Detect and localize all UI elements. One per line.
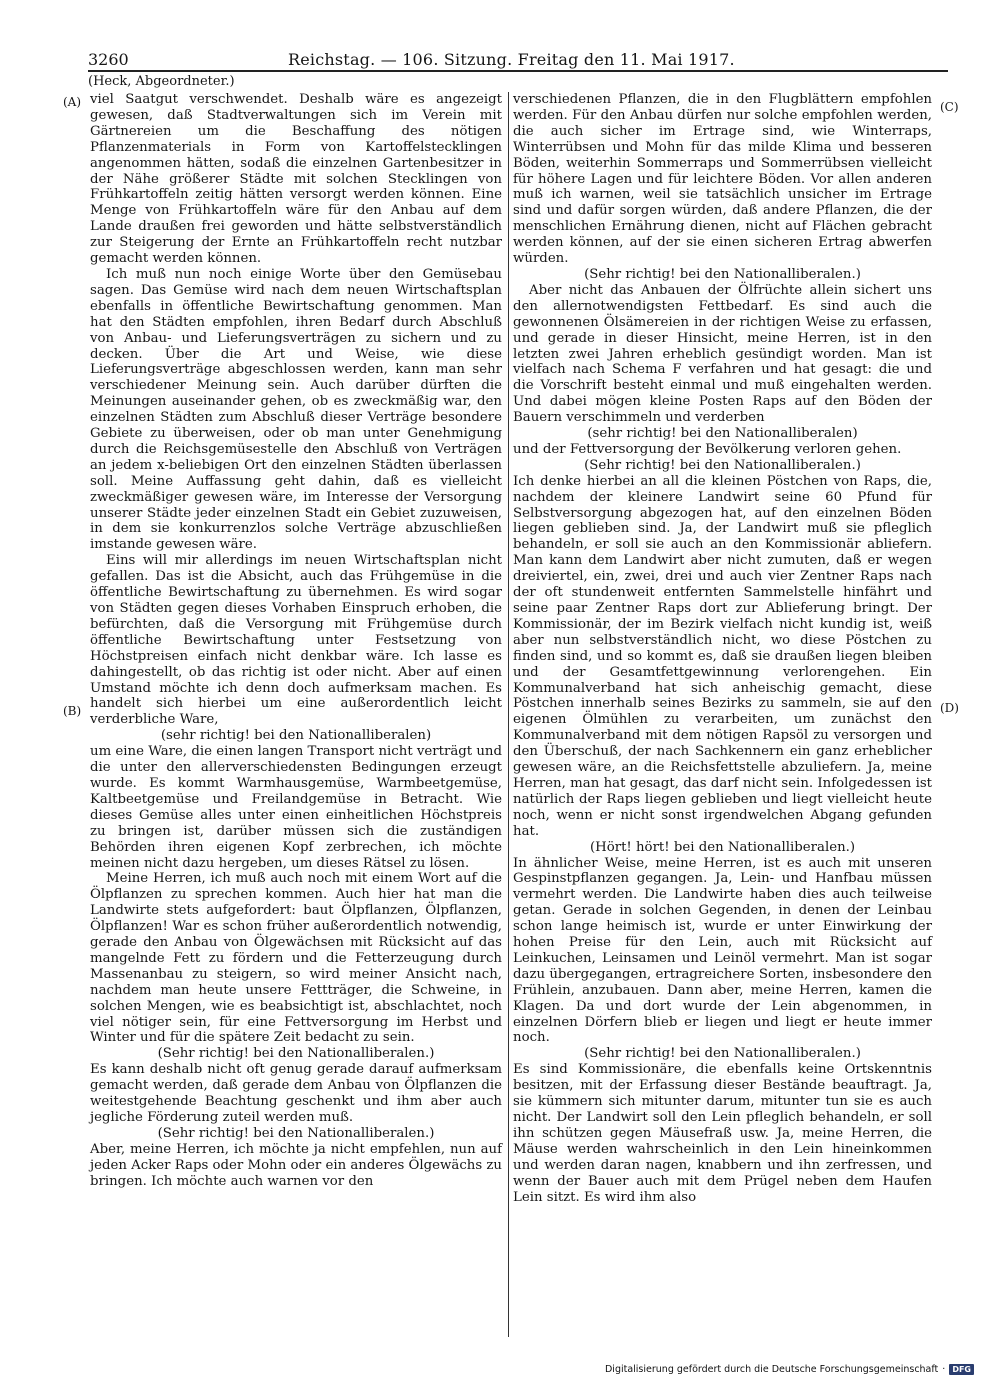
- interjection: (Sehr richtig! bei den Nationalliberalen.): [584, 457, 861, 473]
- paragraph: Ich denke hierbei an all die kleinen Pöstchen von Raps, die, nachdem der kleinere Landwirt seine 60 Pfund für Selbstversorgung abgezogen hat, auf den einzelnen Böden liegen geblieben sind. Ja, der Landwirt muß sie pfleglich behandeln, er soll sie auch an den Kommissionär abliefern. Man kann dem Landwirt aber nicht zumuten, daß er wegen dreiviertel, ein, zwei, drei und auch vier Zentner Raps nach der oft stundenweit entfernten Sammelstelle hinfährt und seine paar Zentner Raps dort zur Ablieferung bringt. Der Kommissionär, der im Bezirk vielfach nicht kundig ist, weiß aber nun selbstverständlich nicht, wo diese Pöstchen zu finden sind, und so kommt es, daß sie draußen liegen bleiben und der Gesamtfettgewinnung verlorengehen. Ein Kommunalverband hat sich anheischig gemacht, diese Pöstchen innerhalb seines Bezirks zu sammeln, sie auf den eigenen Ölmühlen zu verarbeiten, um zunächst den Kommunalverband mit dem nötigen Rapsöl zu versorgen und den Überschuß, der nach Sachkennern ein ganz erheblicher gewesen wäre, an die Reichsfettstelle abzuliefern. Ja, meine Herren, man hat gesagt, das darf nicht sein. Infolgedessen ist natürlich der Raps liegen geblieben und liegt vielleicht heute noch, wenn er nicht sonst irgendwelchen Abgang gefunden hat.: [513, 473, 932, 839]
- paragraph: viel Saatgut verschwendet. Deshalb wäre es angezeigt gewesen, daß Stadtverwaltungen sich im Verein mit Gärtnereien um die Beschaffung des nötigen Pflanzenmaterials in Form von Kartoffelstecklingen angenommen hätten, sodaß die einzelnen Gartenbesitzer in der Nähe größerer Städte mit solchen Stecklingen von Frühkartoffeln zeitig hätten versorgt werden können. Eine Menge von Frühkartoffeln wäre für den Anbau auf dem Lande draußen frei geworden und hätte selbstverständlich zur Steigerung der Ernte an Frühkartoffeln recht nutzbar gemacht werden können.: [90, 92, 502, 267]
- paragraph: um eine Ware, die einen langen Transport nicht verträgt und die unter den allerverschiedensten Bedingungen erzeugt wurde. Es kommt Warmhausgemüse, Warmbeetgemüse, Kaltbeetgemüse und Freilandgemüse in Betracht. Wie dieses Gemüse alles unter einen einheitlichen Höchstpreis zu bringen ist, darüber müssen sich die zuständigen Behörden ihren eigenen Kopf zerbrechen, ich möchte meinen nicht dazu hergeben, um dieses Rätsel zu lösen.: [90, 744, 502, 871]
- paragraph: Meine Herren, ich muß auch noch mit einem Wort auf die Ölpflanzen zu sprechen kommen. Auch hier hat man die Landwirte stets aufgefordert: baut Ölpflanzen, Ölpflanzen, Ölpflanzen! War es schon früher außerordentlich notwendig, gerade den Anbau von Ölgewächsen mit Rücksicht auf das mangelnde Fett zu fördern und die Fetterzeugung durch Massenanbau zu steigern, so wird meiner Ansicht nach, nachdem man heute unsere Fettträger, die Schweine, in solchen Mengen, wie es beabsichtigt ist, abschlachtet, noch viel nötiger sein, für eine Fettversorgung im Herbst und Winter und für die spätere Zeit bedacht zu sein.: [90, 871, 502, 1046]
- margin-marker-d: (D): [940, 701, 959, 715]
- paragraph: Eins will mir allerdings im neuen Wirtschaftsplan nicht gefallen. Das ist die Absicht, auch das Frühgemüse in die öffentliche Bewirtschaftung zu übernehmen. Es wird sogar von Städten gegen dieses Vorhaben Einspruch erhoben, die befürchten, daß die Versorgung mit Frühgemüse durch öffentliche Bewirtschaftung unter Festsetzung von Höchstpreisen einfach nicht denkbar wäre. Ich lasse es dahingestellt, ob das richtig ist oder nicht. Aber auf einen Umstand möchte ich denn doch aufmerksam machen. Es handelt sich hierbei um eine außerordentlich leicht verderbliche Ware,: [90, 553, 502, 728]
- dfg-logo: DFG: [949, 1364, 974, 1375]
- paragraph: Aber, meine Herren, ich möchte ja nicht empfehlen, nun auf jeden Acker Raps oder Mohn oder ein anderes Ölgewächs zu bringen. Ich möchte auch warnen vor den: [90, 1141, 502, 1189]
- right-column: [513, 92, 932, 1337]
- margin-marker-c: (C): [940, 100, 959, 114]
- paragraph: In ähnlicher Weise, meine Herren, ist es auch mit unseren Gespinstpflanzen gegangen. Ja, Lein- und Hanfbau müssen vermehrt werden. Die Landwirte haben dies auch teilweise getan. Gerade in solchen Gegenden, in denen der Leinbau schon lange heimisch ist, wurde er unter Einwirkung der hohen Preise für den Lein, auch mit Rücksicht auf Leinkuchen, Leinsamen und Leinöl vermehrt. Man ist sogar dazu übergegangen, ertragreichere Sorten, insbesondere den Frühlein, anzubauen. Dann aber, meine Herren, kamen die Klagen. Da und dort wurde der Lein abgenommen, in einzelnen Dörfern blieb er liegen und liegt er heute immer noch.: [513, 855, 932, 1046]
- paragraph: Aber nicht das Anbauen der Ölfrüchte allein sichert uns den allernotwendigsten Fettbedarf. Es sind auch die gewonnenen Ölsämereien in der richtigen Weise zu erfassen, und gerade in dieser Hinsicht, meine Herren, ist in den letzten zwei Jahren erheblich gesündigt worden. Man ist vielfach nach Schema F verfahren und hat gesagt: die und die Vorschrift besteht einmal und muß eingehalten werden. Und dabei mögen kleine Posten Raps auf den Böden der Bauern verschimmeln und verderben: [513, 282, 932, 426]
- paragraph: Es sind Kommissionäre, die ebenfalls keine Ortskenntnis besitzen, mit der Erfassung dieser Bestände beauftragt. Ja, sie kümmern sich mitunter darum, mitunter tun sie es auch nicht. Der Landwirt soll den Lein pfleglich behandeln, er soll ihn schützen gegen Mäusefraß usw. Ja, meine Herren, die Mäuse werden wahrscheinlich in den Lein hineinkommen und werden daran nagen, knabbern und ihn zerfressen, und wenn der Bauer auch mit dem Prügel neben dem Haufen Lein sitzt. Es wird ihm also: [513, 1062, 932, 1205]
- page-number: 3260: [88, 50, 129, 69]
- paragraph: Es kann deshalb nicht oft genug gerade darauf aufmerksam gemacht werden, daß gerade dem Anbau von Ölpflanzen die weitestgehende Beachtung geschenkt und ihm aber auch jegliche Förderung zuteil werden muß.: [90, 1062, 502, 1125]
- paragraph: verschiedenen Pflanzen, die in den Flugblättern empfohlen werden. Für den Anbau dürfen nur solche empfohlen werden, die auch sicher im Ertrage sind, wie Winterraps, Winterrübsen und Mohn für das milde Klima und besseren Böden, weiterhin Sommerraps und Sommerrübsen vielleicht für höhere Lagen und für leichtere Böden. Vor allen anderen muß ich warnen, weil sie tatsächlich unsicher im Ertrage sind und dafür sorgen würden, daß andere Pflanzen, die der menschlichen Ernährung dienen, nicht auf Flächen gebracht werden können, auf der sie einen sicheren Ertrag abwerfen würden.: [513, 92, 932, 267]
- interjection: (Sehr richtig! bei den Nationalliberalen.): [584, 1046, 861, 1062]
- digitization-footer: [605, 1364, 974, 1375]
- interjection: (sehr richtig! bei den Nationalliberalen): [160, 728, 432, 744]
- paragraph: Ich muß nun noch einige Worte über den Gemüsebau sagen. Das Gemüse wird nach dem neuen Wirtschaftsplan ebenfalls in öffentliche Bewirtschaftung genommen. Man hat den Städten empfohlen, ihren Bedarf durch Abschluß von Anbau- und Lieferungsverträgen zu sichern und zu decken. Über die Art und Weise, wie diese Lieferungsverträge abgeschlossen werden, kann man sehr verschiedener Meinung sein. Auch darüber dürften die Meinungen auseinander gehen, ob es zweckmäßig war, den einzelnen Städten zum Abschluß dieser Verträge besondere Gebiete zu überweisen, oder ob man unter Genehmigung durch die Reichsgemüsestelle den Abschluß von Verträgen an jedem x-beliebigen Ort den einzelnen Städten überlassen soll. Meine Auffassung geht dahin, daß es vielleicht zweckmäßiger gewesen wäre, im Interesse der Versorgung unserer Städte jeder einzelnen Stadt ein Gebiet zuzuweisen, in dem sie konkurrenzlos solche Verträge abzuschließen imstande gewesen wäre.: [90, 266, 502, 553]
- running-title: Reichstag. — 106. Sitzung. Freitag den 11. Mai 1917.: [288, 50, 735, 69]
- left-column: [90, 92, 502, 1357]
- interjection: (Sehr richtig! bei den Nationalliberalen.): [584, 266, 861, 282]
- interjection: (Sehr richtig! bei den Nationalliberalen.): [157, 1046, 435, 1062]
- interjection: (Hört! hört! bei den Nationalliberalen.): [589, 839, 856, 855]
- margin-marker-a: (A): [63, 95, 82, 109]
- interjection: (sehr richtig! bei den Nationalliberalen): [587, 426, 858, 442]
- header-rule: [88, 70, 948, 72]
- interjection: (Sehr richtig! bei den Nationalliberalen.): [157, 1125, 435, 1141]
- paragraph: und der Fettversorgung der Bevölkerung verloren gehen.: [513, 441, 902, 457]
- footer-separator: ·: [942, 1364, 946, 1375]
- margin-marker-b: (B): [63, 704, 82, 718]
- column-divider: [508, 92, 509, 1337]
- footer-text: Digitalisierung gefördert durch die Deutsche Forschungsgemeinschaft: [604, 1364, 939, 1375]
- page-header: [88, 50, 950, 72]
- speaker-note: (Heck, Abgeordneter.): [88, 74, 235, 89]
